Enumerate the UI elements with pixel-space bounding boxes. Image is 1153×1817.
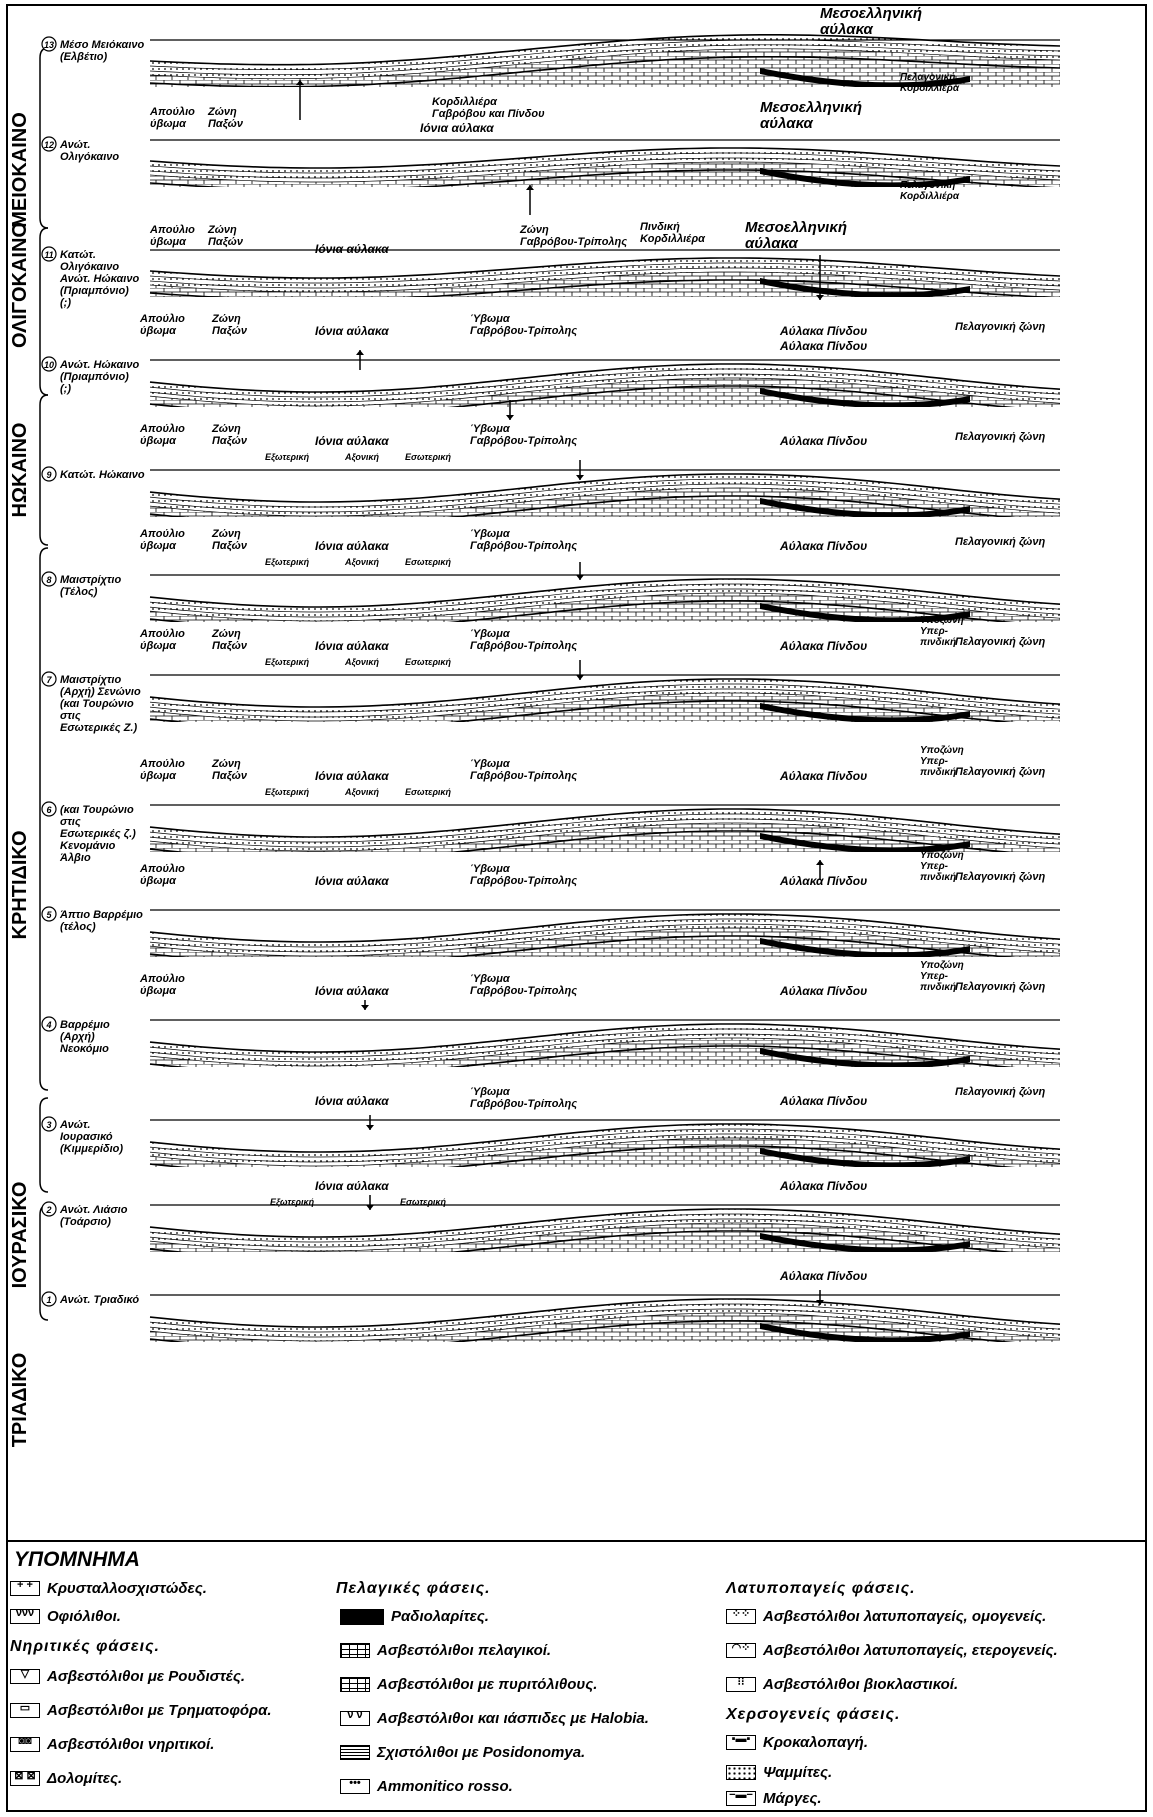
stage-number: 6 — [46, 805, 52, 815]
legend-item — [10, 1736, 214, 1753]
axial-label: Αξονική — [345, 657, 379, 667]
legend-label: Ασβεστόλιθοι πελαγικοί. — [377, 1642, 552, 1659]
pindos-trough-label: Αύλακα Πίνδου — [780, 1269, 868, 1283]
pelagonian-zone-label: Πελαγονική ζώνη — [955, 766, 1046, 778]
apulian-ridge-label: Απούλιο ύβωμα — [140, 423, 185, 447]
stage-age-label: Ανώτ. Λιάσιο (Τοάρσιο) — [60, 1204, 128, 1228]
gavrovo-ridge-label: Ύβωμα Γαβρόβου-Τρίπολης — [470, 1086, 578, 1110]
pindos-trough-label: Αύλακα Πίνδου — [780, 434, 868, 448]
stage-age-label: Βαρρέμιο (Αρχή) Νεοκόμιο — [60, 1019, 110, 1055]
gavrovo-zone-label: Ζώνη Γαβρόβου-Τρίπολης — [520, 224, 628, 248]
apulian-ridge-label: Απούλιο ύβωμα — [150, 224, 195, 248]
arrow-head-icon — [576, 675, 584, 680]
breccia-homogeneous-swatch-icon: ⁘⁘ — [726, 1609, 756, 1624]
pindos-trough-label: Αύλακα Πίνδου — [780, 539, 868, 553]
ionian-trough-label: Ιόνια αύλακα — [315, 434, 389, 448]
stage-age-label: Μαιστρίχτιο (Αρχή) Σενώνιο (και Τουρώνιο στις Εσωτερικές Ζ.) — [60, 674, 141, 734]
stage-age-label: Κατώτ. Ηώκαινο — [60, 469, 145, 481]
rudist-swatch-icon: ▽ — [10, 1669, 40, 1684]
internal-label: Εσωτερική — [405, 557, 452, 567]
gavrovo-ridge-label: Ύβωμα Γαβρόβου-Τρίπολης — [470, 628, 578, 652]
legend-label: Οφιόλιθοι. — [47, 1608, 121, 1625]
legend-item — [340, 1778, 513, 1795]
stage-age-label: Άπτιο Βαρρέμιο (τέλος) — [60, 909, 143, 933]
arrow-head-icon — [576, 575, 584, 580]
legend — [10, 1546, 1140, 1808]
gavrovo-pindos-cordillera-label: Κορδιλλιέρα Γαβρόβου και Πίνδου — [432, 96, 545, 120]
legend-divider — [6, 1540, 1147, 1542]
stage-age-label: Μαιστρίχτιο (Τέλος) — [60, 574, 122, 598]
ionian-trough-label: Ιόνια αύλακα — [315, 539, 389, 553]
legend-item — [10, 1770, 122, 1787]
legend-item — [726, 1734, 868, 1751]
stage-age-label: Ανώτ. Ολιγόκαινο — [60, 139, 120, 163]
stage-number: 10 — [43, 360, 55, 370]
marl-swatch-icon: −▬− — [726, 1791, 756, 1806]
axial-label: Αξονική — [345, 787, 379, 797]
legend-label: Ammonitico rosso. — [377, 1778, 513, 1795]
internal-label: Εσωτερική — [405, 787, 452, 797]
paxos-zone-label: Ζώνη Παξών — [208, 106, 243, 130]
section-base — [145, 1342, 1065, 1356]
axial-label: Αξονική — [345, 557, 379, 567]
pelagonian-zone-label: Πελαγονική ζώνη — [955, 636, 1046, 648]
external-label: Εξωτερική — [265, 557, 310, 567]
legend-label: Ασβεστόλιθοι με Τρηματοφόρα. — [47, 1702, 272, 1719]
external-label: Εξωτερική — [270, 1197, 315, 1207]
pindic-cordillera-label: Πινδική Κορδιλλιέρα — [640, 221, 705, 245]
paxos-zone-label: Ζώνη Παξών — [212, 628, 247, 652]
stage-number: 1 — [46, 1295, 52, 1305]
apulian-ridge-label: Απούλιο ύβωμα — [140, 863, 185, 887]
legend-item — [10, 1668, 245, 1685]
section-base — [145, 1167, 1065, 1181]
foraminifera-swatch-icon: ▭ — [10, 1703, 40, 1718]
legend-label: Ασβεστόλιθοι βιοκλαστικοί. — [763, 1676, 959, 1693]
mesohellenic-trough-label: Μεσοελληνική αύλακα — [760, 99, 862, 132]
legend-label: Ασβεστόλιθοι λατυποπαγείς, ετερογενείς. — [763, 1642, 1058, 1659]
pelagic-limestone-swatch-icon — [340, 1643, 370, 1658]
stage-number: 4 — [46, 1020, 52, 1030]
pindos-trough-label: Αύλακα Πίνδου — [780, 984, 868, 998]
arrow-head-icon — [576, 475, 584, 480]
legend-item — [726, 1790, 822, 1807]
legend-item — [340, 1744, 585, 1761]
era-label: ΙΟΥΡΑΣΙΚΟ — [9, 1181, 31, 1289]
ionian-trough-label: Ιόνια αύλακα — [315, 984, 389, 998]
paxos-zone-label: Ζώνη Παξών — [212, 423, 247, 447]
pindos-trough-label: Αύλακα Πίνδου — [780, 1094, 868, 1108]
posidonomya-swatch-icon — [340, 1745, 370, 1760]
section-base — [145, 1252, 1065, 1266]
legend-label: Ασβεστόλιθοι και ιάσπιδες με Halobia. — [377, 1710, 649, 1727]
era-label: ΚΡΗΤΙΔΙΚΟ — [9, 830, 31, 940]
ionian-trough-label: Ιόνια αύλακα — [315, 1179, 389, 1193]
apulian-ridge-label: Απούλιο ύβωμα — [150, 106, 195, 130]
legend-label: Ασβεστόλιθοι με πυριτόλιθους. — [377, 1676, 598, 1693]
bioclastic-swatch-icon: ⁝⁝ — [726, 1677, 756, 1692]
external-label: Εξωτερική — [265, 452, 310, 462]
legend-label: Ασβεστόλιθοι λατυποπαγείς, ομογενείς. — [763, 1608, 1047, 1625]
legend-label: Κροκαλοπαγή. — [763, 1734, 868, 1751]
breccia-heterogeneous-swatch-icon: ◠⁘ — [726, 1643, 756, 1658]
external-label: Εξωτερική — [265, 787, 310, 797]
apulian-ridge-label: Απούλιο ύβωμα — [140, 973, 185, 997]
pelagonian-zone-label: Πελαγονική ζώνη — [955, 431, 1046, 443]
stage-number: 12 — [43, 140, 55, 150]
paxos-zone-label: Ζώνη Παξών — [212, 528, 247, 552]
legend-item — [726, 1764, 832, 1781]
legend-heading: Χερσογενείς φάσεις. — [726, 1706, 901, 1723]
subpindic-label: Υποζώνη Υπερ-πινδική — [920, 850, 964, 883]
pindos-trough-label: Αύλακα Πίνδου — [780, 639, 868, 653]
legend-heading: Λατυποπαγείς φάσεις. — [726, 1580, 916, 1597]
halobia-swatch-icon: ν ν — [340, 1711, 370, 1726]
section-base — [145, 517, 1065, 531]
legend-item — [340, 1642, 551, 1659]
legend-label: Δολομίτες. — [47, 1770, 123, 1787]
stage-number: 7 — [46, 675, 52, 685]
pindos-trough-label: Αύλακα Πίνδου — [780, 874, 868, 888]
subpindic-label: Υποζώνη Υπερ-πινδική — [920, 615, 964, 648]
legend-label: Ασβεστόλιθοι με Ρουδιστές. — [47, 1668, 246, 1685]
pelagonian-zone-label: Πελαγονική ζώνη — [955, 536, 1046, 548]
section-base — [145, 297, 1065, 311]
apulian-ridge-label: Απούλιο ύβωμα — [140, 528, 185, 552]
legend-label: Ασβεστόλιθοι νηριτικοί. — [47, 1736, 215, 1753]
conglomerate-swatch-icon: ▪▬▪ — [726, 1735, 756, 1750]
crystalline-swatch-icon: + + — [10, 1581, 40, 1596]
pelagonian-zone-label: Πελαγονική ζώνη — [955, 1086, 1046, 1098]
legend-item — [10, 1608, 121, 1625]
pelagonian-cordillera-label: Πελαγονική Κορδιλλιέρα — [900, 72, 960, 94]
stage-age-label: Ανώτ. Ηώκαινο (Πριαμπόνιο) (;) — [60, 359, 140, 395]
legend-item — [340, 1676, 597, 1693]
legend-heading: Πελαγικές φάσεις. — [336, 1580, 491, 1597]
ionian-trough-label: Ιόνια αύλακα — [315, 639, 389, 653]
arrow-head-icon — [366, 1125, 374, 1130]
pelagonian-cordillera-label: Πελαγονική Κορδιλλιέρα — [900, 180, 960, 202]
legend-heading: Νηριτικές φάσεις. — [10, 1638, 160, 1655]
section-base — [145, 1067, 1065, 1081]
legend-item — [726, 1676, 958, 1693]
chert-limestone-swatch-icon — [340, 1677, 370, 1692]
pelagonian-zone-label: Πελαγονική ζώνη — [955, 321, 1046, 333]
legend-label: Ραδιολαρίτες. — [391, 1608, 489, 1625]
legend-label: Σχιστόλιθοι με Posidonomya. — [377, 1744, 586, 1761]
section-base — [145, 722, 1065, 736]
mesohellenic-trough-label: Μεσοελληνική αύλακα — [820, 5, 922, 38]
ionian-trough-label: Ιόνια αύλακα — [315, 242, 389, 256]
gavrovo-ridge-label: Ύβωμα Γαβρόβου-Τρίπολης — [470, 863, 578, 887]
external-label: Εξωτερική — [265, 657, 310, 667]
ophiolite-swatch-icon: ννν — [10, 1609, 40, 1624]
era-label: ΜΕΙΟΚΑΙΝΟ — [9, 112, 31, 228]
legend-item — [10, 1580, 207, 1597]
era-label: ΗΩΚΑΙΝΟ — [9, 422, 31, 518]
legend-label: Κρυσταλλοσχιστώδες. — [47, 1580, 207, 1597]
mesohellenic-trough-label: Μεσοελληνική αύλακα — [745, 219, 847, 252]
stage-number: 11 — [44, 250, 54, 260]
apulian-ridge-label: Απούλιο ύβωμα — [140, 313, 185, 337]
stage-number: 5 — [46, 910, 52, 920]
stage-number: 3 — [46, 1120, 52, 1130]
dolomite-swatch-icon: ⊠ ⊠ — [10, 1771, 40, 1786]
neritic-limestone-swatch-icon: ◙◙ — [10, 1737, 40, 1752]
internal-label: Εσωτερική — [400, 1197, 447, 1207]
pelagonian-zone-label: Πελαγονική ζώνη — [955, 981, 1046, 993]
legend-title: ΥΠΟΜΝΗΜΑ — [14, 1548, 140, 1571]
ionian-trough-label: Ιόνια αύλακα — [315, 1094, 389, 1108]
gavrovo-ridge-label: Ύβωμα Γαβρόβου-Τρίπολης — [470, 528, 578, 552]
ionian-trough-label: Ιόνια αύλακα — [315, 769, 389, 783]
stage-number: 2 — [46, 1205, 52, 1215]
era-bracket — [40, 548, 48, 1090]
gavrovo-ridge-label: Ύβωμα Γαβρόβου-Τρίπολης — [470, 423, 578, 447]
pindos-trough-label: Αύλακα Πίνδου — [780, 769, 868, 783]
pindos-trough-label: Αύλακα Πίνδου — [780, 324, 868, 338]
legend-label: Ψαμμίτες. — [763, 1764, 833, 1781]
paxos-zone-label: Ζώνη Παξών — [212, 758, 247, 782]
legend-item — [340, 1608, 489, 1625]
radiolarite-swatch-icon — [340, 1609, 384, 1625]
internal-label: Εσωτερική — [405, 452, 452, 462]
pindos-trough-label: Αύλακα Πίνδου — [780, 1179, 868, 1193]
ionian-trough-label: Ιόνια αύλακα — [315, 874, 389, 888]
ionian-trough-label: Ιόνια αύλακα — [315, 324, 389, 338]
ionian-trough-label: Ιόνια αύλακα — [420, 121, 494, 135]
sandstone-swatch-icon — [726, 1765, 756, 1780]
era-label: ΤΡΙΑΔΙΚΟ — [9, 1352, 31, 1448]
internal-label: Εσωτερική — [405, 657, 452, 667]
section-base — [145, 407, 1065, 421]
subpindic-label: Υποζώνη Υπερ-πινδική — [920, 960, 964, 993]
apulian-ridge-label: Απούλιο ύβωμα — [140, 628, 185, 652]
era-label: ΟΛΙΓΟΚΑΙΝΟ — [9, 222, 31, 348]
arrow-head-icon — [361, 1005, 369, 1010]
pelagonian-zone-label: Πελαγονική ζώνη — [955, 871, 1046, 883]
stage-age-label: Ανώτ. Τριαδικό — [60, 1294, 140, 1306]
legend-label: Μάργες. — [763, 1790, 822, 1807]
arrow-head-icon — [356, 350, 364, 355]
legend-item — [340, 1710, 649, 1727]
stage-age-label: Μέσο Μειόκαινο (Ελβέτιο) — [60, 39, 145, 63]
paxos-zone-label: Ζώνη Παξών — [208, 224, 243, 248]
pindos-trough-label: Αύλακα Πίνδου — [780, 339, 868, 353]
arrow-head-icon — [366, 1205, 374, 1210]
stage-age-label: Ανώτ. Ιουρασικό (Κιμμερίδιο) — [60, 1119, 124, 1155]
axial-label: Αξονική — [345, 452, 379, 462]
stage-number: 13 — [43, 40, 55, 50]
ammonitico-swatch-icon: ••• — [340, 1779, 370, 1794]
stage-number: 8 — [46, 575, 52, 585]
apulian-ridge-label: Απούλιο ύβωμα — [140, 758, 185, 782]
stage-age-label: (και Τουρώνιο στις Εσωτερικές ζ.) Κενομάνιο Άλβιο — [60, 804, 136, 864]
gavrovo-ridge-label: Ύβωμα Γαβρόβου-Τρίπολης — [470, 758, 578, 782]
era-bracket — [40, 1098, 48, 1192]
gavrovo-ridge-label: Ύβωμα Γαβρόβου-Τρίπολης — [470, 313, 578, 337]
stage-number: 9 — [46, 470, 52, 480]
legend-item — [726, 1608, 1046, 1625]
paxos-zone-label: Ζώνη Παξών — [212, 313, 247, 337]
gavrovo-ridge-label: Ύβωμα Γαβρόβου-Τρίπολης — [470, 973, 578, 997]
subpindic-label: Υποζώνη Υπερ-πινδική — [920, 745, 964, 778]
stage-age-label: Κατώτ. Ολιγόκαινο Ανώτ. Ηώκαινο (Πριαμπόνιο) (;) — [60, 249, 140, 309]
legend-item — [726, 1642, 1058, 1659]
legend-item — [10, 1702, 272, 1719]
